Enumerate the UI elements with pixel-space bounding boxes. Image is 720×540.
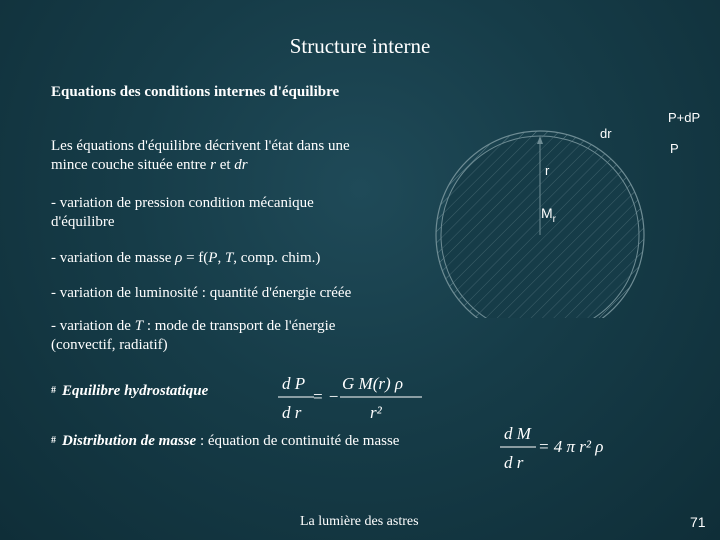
item-mass-T: T <box>224 250 234 266</box>
eq-mass-den-left: d r <box>504 453 524 472</box>
label-r: r <box>545 163 550 178</box>
item-mass-prefix: - variation de masse <box>51 250 176 266</box>
intro-line-1: Les équations d'équilibre décrivent l'état dans une <box>51 138 350 154</box>
item-mass-equals: = f( <box>182 250 209 266</box>
intro-r: r <box>210 157 216 173</box>
eq-hydro-num-right: G M(r) ρ <box>342 374 404 393</box>
label-mass-sub: r <box>552 214 557 225</box>
hydrostatic-equation <box>272 370 432 426</box>
eq-hydro-den-right: r² <box>370 403 382 422</box>
item-mass-P: P <box>208 250 218 266</box>
label-dr: dr <box>600 126 612 141</box>
eq-hydro-num-left: d P <box>282 374 306 393</box>
bullet-mass-normal: : équation de continuité de masse <box>196 433 400 449</box>
item-pressure-line1: - variation de pression condition mécanique <box>51 195 314 211</box>
item-mass-suffix: , comp. chim.) <box>233 250 321 266</box>
item-temperature <box>51 317 431 355</box>
item-luminosity: - variation de luminosité : quantité d'énergie créée <box>51 285 352 301</box>
eq-hydro-equals: = − <box>312 387 340 406</box>
bullet-hydrostatic-label: Equilibre hydrostatique <box>62 383 209 399</box>
page-number: 71 <box>690 514 706 530</box>
item-temp-suffix: : mode de transport de l'énergie <box>143 318 336 334</box>
page-title: Structure interne <box>289 34 431 58</box>
footer-title: La lumière des astres <box>300 514 419 529</box>
bullet-mark: # <box>51 435 56 446</box>
item-temperature-line1 <box>51 317 431 336</box>
item-pressure-line2: d'équilibre <box>51 214 115 230</box>
section-subtitle: Equations des conditions internes d'équilibre <box>51 84 340 100</box>
label-p-plus-dp: P+dP <box>668 110 701 125</box>
label-mass-M: M <box>541 205 553 221</box>
bullet-hydrostatic <box>51 383 208 400</box>
intro-dr: dr <box>234 157 248 173</box>
bullet-mark: # <box>51 385 56 396</box>
mass-continuity-equation <box>496 420 636 476</box>
intro-paragraph <box>51 137 431 175</box>
item-temperature-line2: (convectif, radiatif) <box>51 337 168 353</box>
eq-hydro-den-left: d r <box>282 403 302 422</box>
item-mass <box>51 249 431 268</box>
item-pressure <box>51 194 431 232</box>
eq-mass-right: = 4 π r² ρ <box>538 437 604 456</box>
eq-mass-num-left: d M <box>504 424 531 443</box>
intro-line-2 <box>51 156 431 175</box>
intro-prefix: mince couche située entre <box>51 157 211 173</box>
bullet-mass-distribution <box>51 433 399 450</box>
item-temp-T: T <box>134 318 144 334</box>
rho-symbol: ρ <box>175 250 183 266</box>
bullet-mass-label: Distribution de masse <box>62 433 197 449</box>
intro-et: et <box>215 157 235 173</box>
item-temp-prefix: - variation de <box>51 318 135 334</box>
item-mass-comma: , <box>217 250 225 266</box>
label-p: P <box>670 141 679 156</box>
star-shell-diagram <box>420 78 720 318</box>
